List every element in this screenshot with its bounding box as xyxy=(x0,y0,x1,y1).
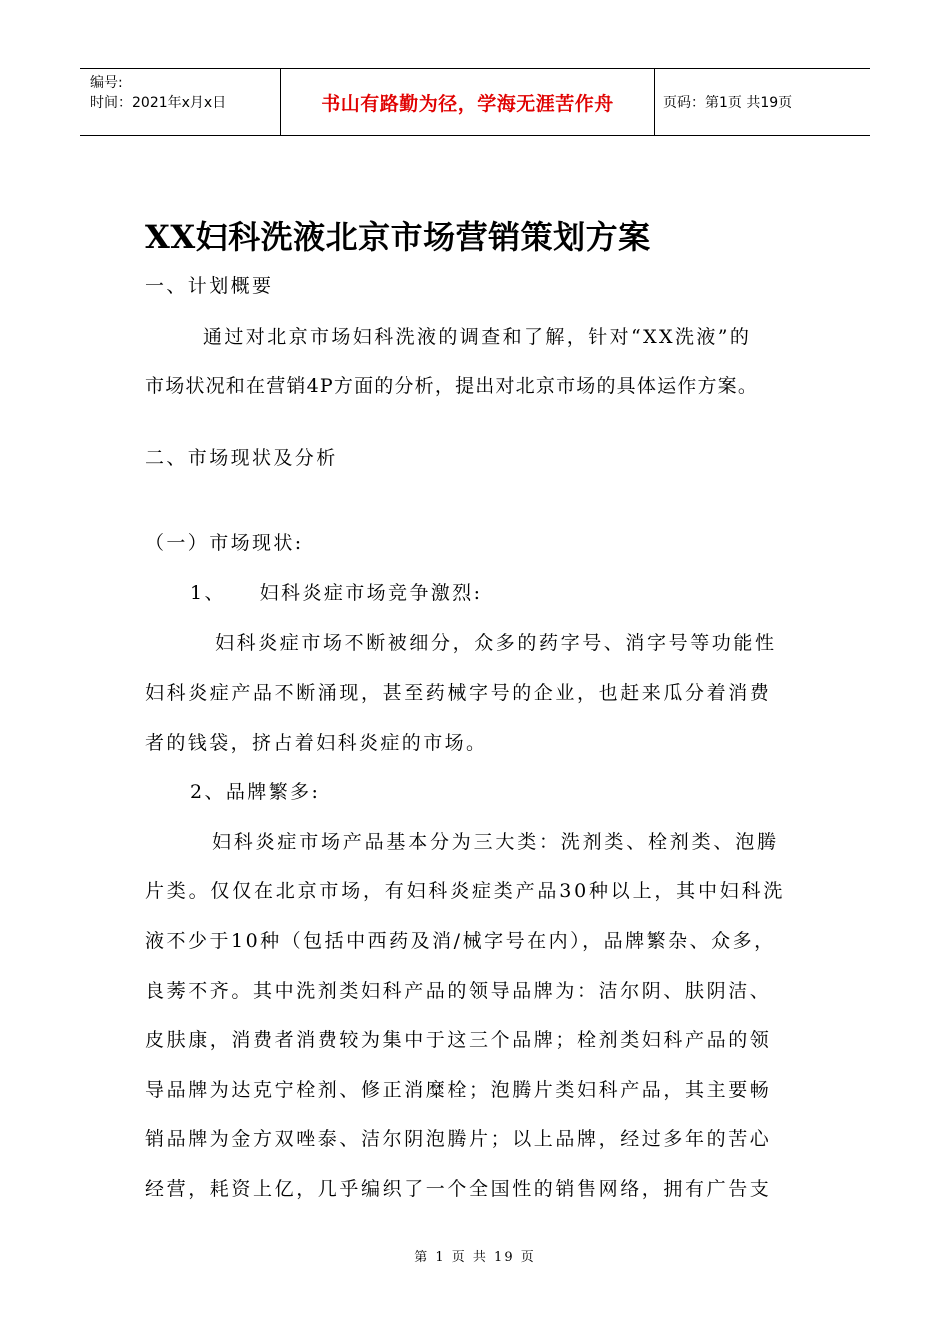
paragraph-line: 良莠不齐。其中洗剂类妇科产品的领导品牌为：洁尔阴、肤阴洁、 xyxy=(145,980,772,1002)
header-motto: 书山有路勤为径，学海无涯苦作舟 xyxy=(281,69,655,135)
paragraph-line: 者的钱袋，挤占着妇科炎症的市场。 xyxy=(145,732,488,754)
subsection-heading: （一）市场现状: xyxy=(145,532,304,554)
list-item-heading: 1、 妇科炎症市场竞争激烈: xyxy=(190,582,483,604)
paragraph-line: 片类。仅仅在北京市场，有妇科炎症类产品30种以上，其中妇科洗 xyxy=(145,880,786,902)
page-footer: 第 1 页 共 19 页 xyxy=(414,1250,536,1265)
paragraph-line: 导品牌为达克宁栓剂、修正消糜栓；泡腾片类妇科产品，其主要畅 xyxy=(145,1079,772,1101)
section-heading-1: 一、计划概要 xyxy=(145,275,274,297)
document-title: XX妇科洗液北京市场营销策划方案 xyxy=(145,218,651,256)
paragraph-line: 经营，耗资上亿，几乎编织了一个全国性的销售网络，拥有广告支 xyxy=(145,1178,772,1200)
paragraph-line: 销品牌为金方双唑泰、洁尔阴泡腾片；以上品牌，经过多年的苦心 xyxy=(145,1128,772,1150)
paragraph-line: 通过对北京市场妇科洗液的调查和了解，针对“XX洗液”的 xyxy=(203,326,752,348)
header-meta-cell xyxy=(80,69,281,135)
document-date: 时间：2021年x月x日 xyxy=(90,95,227,111)
paragraph-line: 妇科炎症市场产品基本分为三大类：洗剂类、栓剂类、泡腾 xyxy=(212,831,779,853)
document-number-label: 编号: xyxy=(90,75,123,91)
paragraph-line: 液不少于10种（包括中西药及消/械字号在内），品牌繁杂、众多， xyxy=(145,930,776,952)
header-page-info: 页码：第1页 共19页 xyxy=(663,95,793,111)
paragraph-line: 市场状况和在营销4P方面的分析，提出对北京市场的具体运作方案。 xyxy=(145,375,759,397)
paragraph-line: 妇科炎症市场不断被细分，众多的药字号、消字号等功能性 xyxy=(215,632,777,654)
page-header xyxy=(80,68,870,136)
paragraph-line: 妇科炎症产品不断涌现，甚至药械字号的企业，也赶来瓜分着消费 xyxy=(145,682,772,704)
list-item-heading: 2、品牌繁多: xyxy=(190,781,321,803)
paragraph-line: 皮肤康，消费者消费较为集中于这三个品牌；栓剂类妇科产品的领 xyxy=(145,1029,772,1051)
section-heading-2: 二、市场现状及分析 xyxy=(145,447,338,469)
